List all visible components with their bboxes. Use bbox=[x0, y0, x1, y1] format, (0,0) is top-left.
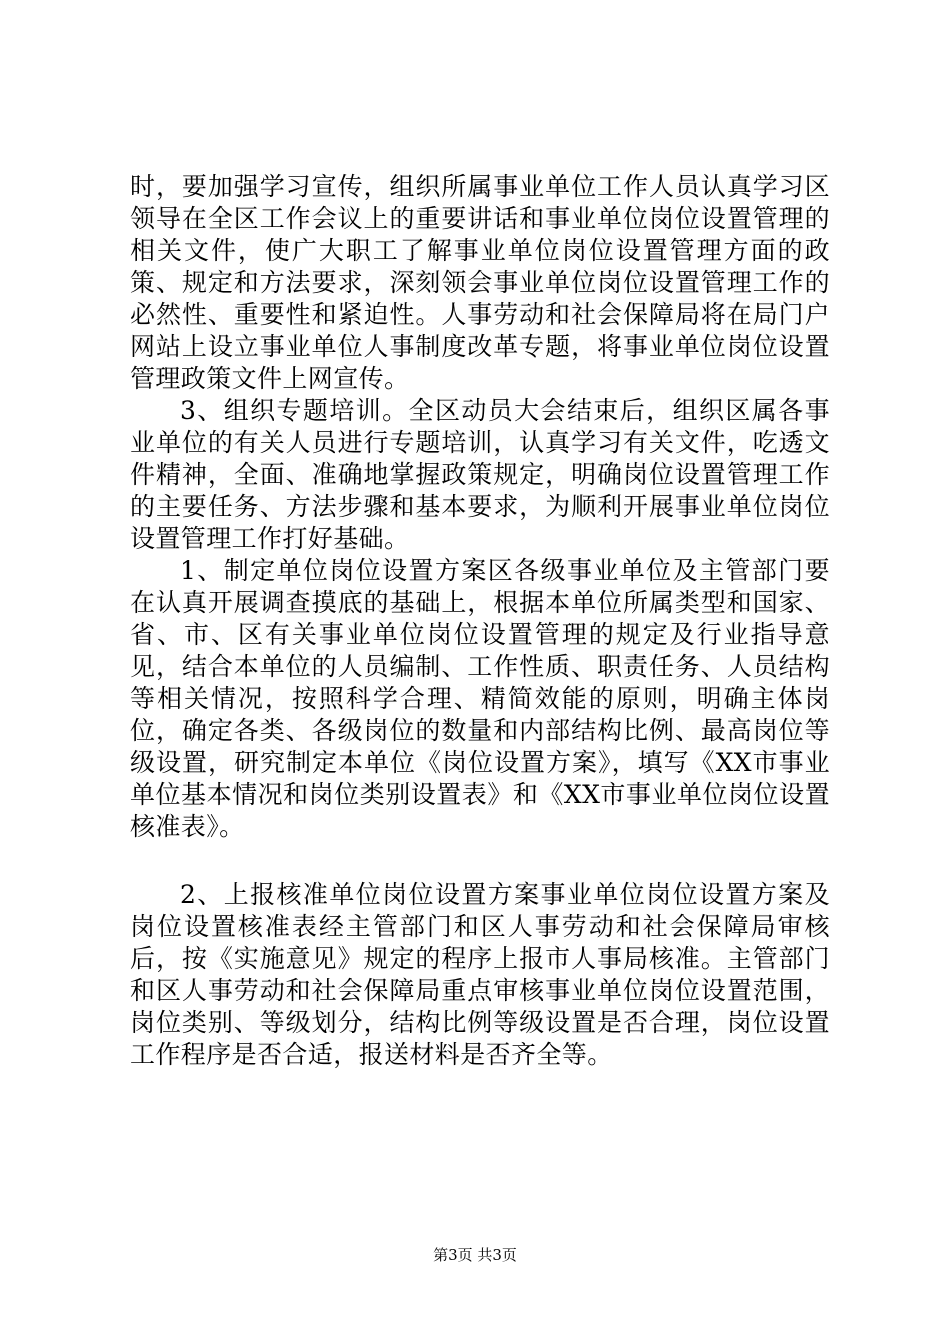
document-body bbox=[130, 171, 830, 1071]
paragraph-formulate-plan: 1、制定单位岗位设置方案区各级事业单位及主管部门要在认真开展调查摸底的基础上，根据本单位所属类型和国家、省、市、区有关事业单位岗位设置管理的规定及行业指导意见，结合本单位的人员编制、工作性质、职责任务、人员结构等相关情况，按照科学合理、精简效能的原则，明确主体岗位，确定各类、各级岗位的数量和内部结构比例、最高岗位等级设置，研究制定本单位《岗位设置方案》，填写《XX市事业单位基本情况和岗位类别设置表》和《XX市事业单位岗位设置核准表》。 bbox=[130, 556, 830, 841]
page-number-footer: 第3页 共3页 bbox=[433, 1246, 517, 1264]
paragraph-gap bbox=[130, 843, 830, 879]
paragraph-submit-approval: 2、上报核准单位岗位设置方案事业单位岗位设置方案及岗位设置核准表经主管部门和区人事劳动和社会保障局审核后，按《实施意见》规定的程序上报市人事局核准。主管部门和区人事劳动和社会保障局重点审核事业单位岗位设置范围，岗位类别、等级划分，结构比例等级设置是否合理，岗位设置工作程序是否合适，报送材料是否齐全等。 bbox=[130, 880, 830, 1069]
paragraph-special-training: 3、组织专题培训。全区动员大会结束后，组织区属各事业单位的有关人员进行专题培训，认真学习有关文件，吃透文件精神，全面、准确地掌握政策规定，明确岗位设置管理工作的主要任务、方法步骤和基本要求，为顺利开展事业单位岗位设置管理工作打好基础。 bbox=[130, 396, 830, 553]
paragraph-study-publicity: 时，要加强学习宣传，组织所属事业单位工作人员认真学习区领导在全区工作会议上的重要讲话和事业单位岗位设置管理的相关文件，使广大职工了解事业单位岗位设置管理方面的政策、规定和方法要求，深刻领会事业单位岗位设置管理工作的必然性、重要性和紧迫性。人事劳动和社会保障局将在局门户网站上设立事业单位人事制度改革专题，将事业单位岗位设置管理政策文件上网宣传。 bbox=[130, 172, 830, 393]
